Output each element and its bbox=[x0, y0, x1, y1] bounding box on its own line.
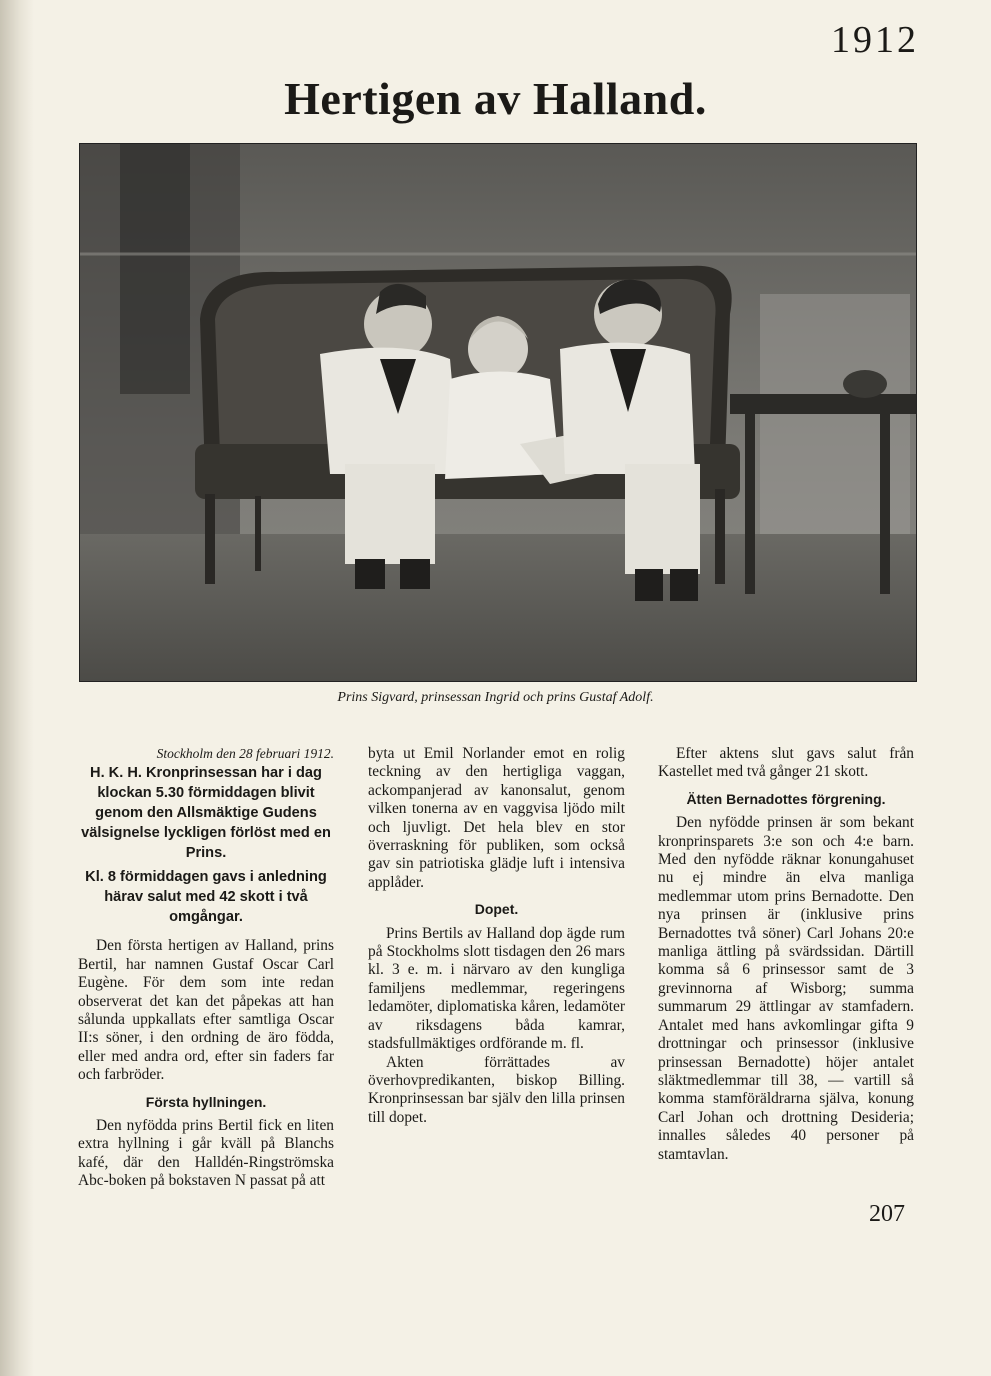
salute-bulletin: Kl. 8 förmiddagen gavs i anledning härav salut med 42 skott i två omgångar. bbox=[85, 869, 327, 926]
paragraph-lineage: Den nyfödde prinsen är som bekant kronprinsparets 3:e son och 4:e barn. Med den nyfödde räknar konungahuset nu ej mindre än elva manliga medlemmar utom prins Bernadotte. Den nya prinsen är (inklusive prins Bernadottes två söner) Carl Johans 20:e manliga ättling på svärdssidan. Därtill komma så 6 prinsessor samt de 3 grevinnorna af Wisborg; summa summarum 29 ättlingar av stamfadern. Antalet med hans avkomlingar gifta 9 drottningar och prinsessor (inklusive prinsessan Bernadotte) höjer antalet släktmedlemmar till 38, — vartill så komma stamföräldrarna själva, konung Carl Johan och drottning Desideria; innalles således 40 personer på stamtavlan. bbox=[658, 814, 914, 1163]
birth-bulletin: H. K. H. Kronprinsessan har i dag klockan 5.30 förmiddagen blivit genom den Allsmäktige Gudens välsignelse lyckligen förlöst med en Prins. bbox=[81, 765, 331, 862]
section-heading-bernadotte-lineage: Ätten Bernadottes förgrening. bbox=[686, 790, 886, 807]
page-title: Hertigen av Halland. bbox=[284, 73, 707, 124]
text-column-1 bbox=[78, 745, 334, 1191]
page-number: 207 bbox=[869, 1201, 905, 1227]
paragraph-baptism: Prins Bertils av Halland dop ägde rum på Stockholms slott tisdagen den 26 mars kl. 3 e. m. i närvaro av den kungliga familjens medlemmar, regeringens ledamöter, diplomatiska kåren, ledamöter av riksdagens båda kamrar, stadsfullmäktiges ordförande m. fl. bbox=[368, 924, 625, 1053]
section-heading-baptism: Dopet. bbox=[474, 901, 519, 918]
section-heading-first-tribute: Första hyllningen. bbox=[145, 1093, 267, 1110]
paragraph-tribute: Den nyfödda prins Bertil fick en liten extra hyllning i går kväll på Blanchs kafé, där den Halldén-Ringströmska Abc-boken på bokstaven N passat på att bbox=[78, 1117, 334, 1190]
paragraph-salute: Efter aktens slut gavs salut från Kastellet med två gånger 21 skott. bbox=[658, 745, 914, 781]
page-binding-shadow bbox=[0, 0, 34, 1376]
page-year: 1912 bbox=[831, 19, 919, 61]
text-column-2 bbox=[368, 745, 625, 1127]
paragraph-ceremony: Akten förrättades av överhovpredikanten, biskop Billing. Kronprinsessan bar själv den lilla prinsen till dopet. bbox=[368, 1053, 625, 1126]
text-column-3 bbox=[658, 745, 914, 1164]
paragraph-tribute-continued: byta ut Emil Norlander emot en rolig teckning av den hertigliga vaggan, ackompanjerad av kanonsalut, genom vilken tonerna av en vaggvisa ljödo milt och ljuvligt. Det hela blev en stor överraskning för publiken, som också gav sin patriotiska glädje luft i intensiva applåder. bbox=[368, 745, 625, 891]
dateline: Stockholm den 28 februari 1912. bbox=[156, 746, 334, 761]
photo-caption: Prins Sigvard, prinsessan Ingrid och prins Gustaf Adolf. bbox=[337, 690, 654, 705]
photograph-three-children-on-sofa bbox=[79, 143, 917, 682]
paragraph-names: Den första hertigen av Halland, prins Bertil, har namnen Gustaf Oscar Carl Eugène. För dem som inte redan observerat det kan det påpekas att han sålunda uppkallats efter samtliga Oscar II:s söner, i den ordning de äro födda, eller med andra ord, efter sin faders far och farbröder. bbox=[78, 937, 334, 1084]
photo-illustration bbox=[80, 144, 916, 681]
